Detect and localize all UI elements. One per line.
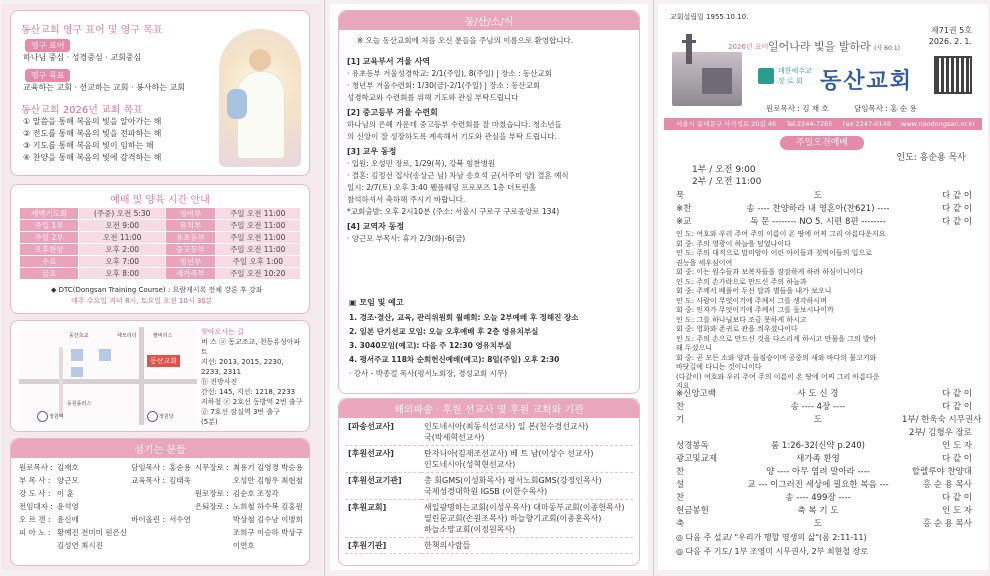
directions-title: 찾아오시는 길 (201, 328, 244, 336)
denomination-2: 장 로 회 (778, 77, 803, 85)
servant-name: 최용기 김영경 박승용 (232, 463, 303, 472)
order-leader: 다 같 이 (941, 454, 972, 464)
missions-table (345, 419, 633, 554)
responsive-line: 인 도: 사람이 무엇이기에 주께서 그를 생각하시며 (676, 296, 827, 305)
worship-label: 유초등부 (166, 232, 215, 244)
worship-time: 오전 9:00 (79, 220, 166, 232)
service-badge: 주일오전예배 (780, 136, 864, 150)
servant-row (17, 513, 305, 526)
direction-line: 간선: 145, 지선: 1218, 2233 (201, 388, 296, 396)
panel-left (2, 4, 320, 570)
church-marker: 동산교회 (147, 355, 180, 367)
news-line: · 유초등부 겨울성경학교: 2/1(주일), 8(주일) | 장소 : 동산교회 (347, 69, 552, 78)
worship-time: 오후 7:00 (79, 256, 166, 268)
order-part: 기 (676, 415, 685, 425)
worship-row (20, 244, 301, 256)
servant-name: 김성연 최시진 (56, 541, 103, 550)
servant-name: 노희철 하수복 김홍원 (232, 502, 303, 511)
servant-role: 은퇴장로 : (194, 502, 229, 511)
missions-title: 해외파송 · 후원 선교사 및 후원 교회와 기관 (339, 399, 639, 418)
meetings-title: ▣ 모임 및 예고 (349, 298, 404, 307)
missions-box (338, 398, 640, 566)
map-label: 정원역 (49, 414, 64, 420)
servant-name (167, 487, 193, 500)
news-box (338, 10, 640, 394)
order-part: ※찬 (676, 204, 692, 214)
road-vertical (59, 347, 63, 417)
map-label: 동원플러스 (67, 401, 92, 407)
mission-category: [후원선교기관] (345, 473, 421, 500)
servant-name: 서수연 (169, 515, 191, 524)
panel-right (658, 4, 988, 570)
servant-role: 전임대자 : (19, 502, 53, 511)
responsive-line: 인 도: 주의 손으로 만드신 것을 다스리게 하시고 만물을 그의 발아 (676, 334, 877, 343)
church-building-image (672, 52, 742, 106)
mission-row (345, 473, 633, 500)
servant-name: 이연호 (232, 541, 255, 550)
mission-row (345, 446, 633, 473)
servant-name: 윤신애 (56, 515, 79, 524)
servant-row (17, 526, 305, 539)
order-part: 찬 (676, 493, 685, 503)
road-vertical (139, 327, 144, 425)
order-leader: 홍 순 용 목사 (922, 480, 972, 490)
year-goal-item: ① 말씀을 통해 복음의 빛을 알아가는 해 (23, 117, 162, 126)
news-line: · 청년부 겨울수련회: 1/30(금)-2/1(주일) | 장소 : 동산교회 (347, 81, 541, 90)
map-label: 세모리더 (117, 333, 137, 339)
year-goal-item: ③ 기도를 통해 복음의 빛이 임하는 해 (23, 141, 154, 150)
mission-entries (421, 538, 633, 554)
worship-time: 주일 오전 11:00 (215, 208, 301, 220)
order-leader: 할렐루야 찬양대 (911, 467, 972, 477)
news-line: · 결혼: 김정선 집사(송상근 님) 차남 송호석 군(서주미 양) 결혼 예식 (347, 171, 569, 180)
servants-table (17, 461, 305, 552)
worship-time: 오후 8:00 (79, 268, 166, 280)
order-content: 독 문 -------- NO 5. 시편 8편 -------- (750, 217, 886, 227)
goal-tag: 영구 목표 (25, 69, 70, 82)
news-section-head: [2] 중고등부 겨울 수련회 (347, 108, 438, 117)
senior-pastor: 담임목사 : 홍 순 용 (854, 104, 917, 113)
year-goal-item: ② 전도를 통해 복음의 빛을 전파하는 해 (23, 129, 162, 138)
worship-row (20, 268, 301, 280)
mission-category: [후원교회] (345, 500, 421, 538)
order-content: 새가족 환영 (796, 454, 840, 464)
order-part: 찬 (676, 402, 685, 412)
news-line: 일시: 2/7(토) 오후 3:40 웰플웨딩 프로포즈 1층 더트린홀 (347, 183, 537, 192)
mission-row (345, 538, 633, 554)
order-content: 송 ---- 찬양하라 내 영혼아(찬621) ---- (746, 204, 890, 214)
church-name: 동산교회 (820, 69, 914, 94)
servant-role (129, 526, 167, 539)
meeting-item: 2. 일본 단기선교 모임: 오늘 오후예배 후 2층 영유치부실 (349, 327, 539, 336)
order-content: 도 (813, 519, 823, 529)
order-part (676, 427, 734, 440)
worship-time: 주일 오전 11:00 (215, 232, 301, 244)
order-content: 송 ---- 4장 ---- (790, 402, 846, 412)
servant-role: 원로장로 : (194, 489, 229, 498)
mission-category: [파송선교사] (345, 419, 421, 446)
order-part: ※신앙고백 (676, 389, 716, 399)
year-motto (768, 38, 900, 54)
order-row (676, 216, 972, 229)
mission-entry: 인도네시아(최동식선교사) 일 본(천수경선교사) (424, 422, 589, 431)
mission-entry: 국제성경대학원 IGSB (이한수목사) (424, 487, 548, 496)
responsive-line: 회 중: 인자가 무엇이기에 주께서 그를 돌보시나이까 (676, 306, 834, 314)
worship-row (20, 232, 301, 244)
servant-name: 양근모 (56, 476, 79, 485)
servant-name: 윤석영 (56, 502, 79, 511)
news-sections (347, 53, 633, 245)
website-link[interactable]: www.neodongsan.or.kr (901, 120, 976, 128)
meeting-item: 4. 평서주교 118차 순회헌신예배(예고): 8일(주일) 오후 2:30 (349, 355, 560, 364)
address: 서울시 동대문구 사가정로 20길 46 (676, 120, 777, 128)
order-part: 헌금봉헌 (676, 506, 709, 516)
order-row (676, 466, 972, 479)
year-motto-verse: (사 60:1) (874, 45, 900, 52)
servant-role: 강 도 사 : (19, 489, 51, 498)
directions (201, 327, 305, 427)
news-line: *교회출발: 오후 2시10분 (주소: 서울시 구로구 구로중앙로 134) (347, 207, 560, 216)
subway-icon (37, 411, 48, 422)
order-row (676, 427, 972, 440)
subway-icon (147, 411, 158, 422)
direction-line: 지하철 ⓒ 2호선 동방역 2번 출구 (201, 398, 303, 406)
motto-text: 하나님 중심 · 성경중심 · 교회중심 (23, 53, 142, 62)
mission-category: [후원선교사] (345, 446, 421, 473)
worship-row (20, 256, 301, 268)
news-line: 의 신앙이 잘 성장하도록 계속해서 기도와 관심을 부탁 드립니다. (347, 132, 557, 141)
order-content: 도 (813, 191, 823, 201)
responsive-line: 래 두셨으니 (676, 344, 713, 352)
servant-name: 황예진 전미미 원은신 (56, 528, 127, 537)
news-line: · 양근모 부목사: 휴가 2/3(화)-6(금) (347, 234, 466, 243)
order-row (676, 440, 972, 453)
servant-name: 오성만 김형우 최현철 (232, 476, 303, 485)
order-leader: 다 같 이 (941, 493, 972, 503)
order-row (676, 453, 972, 466)
servant-name: 이 훈 (56, 489, 74, 498)
servant-role: 원로목사 : (19, 463, 53, 472)
order-leader: 1부/ 한욱숙 시무권사 (902, 415, 982, 425)
worship-label: 중고등부 (166, 244, 215, 256)
direction-line: (5분) (201, 418, 218, 426)
servant-role (193, 474, 231, 487)
order-row (676, 190, 972, 203)
servant-name: 김재호 (56, 463, 79, 472)
building-icon (71, 367, 83, 377)
worship-label: 청년부 (166, 256, 215, 268)
order-content: 송 ---- 499장 ---- (785, 493, 851, 503)
news-section-head: [4] 교역자 동정 (347, 222, 405, 231)
mission-entry: 탄자니아(김재조선교사) 베 트 남(이상수 선교사) (424, 449, 594, 458)
responsive-line: 인 도: 주의 손가락으로 만드신 주의 하늘과 (676, 277, 807, 286)
mission-entry: 한책의사람들 (424, 541, 471, 550)
building-icon (99, 349, 111, 361)
servant-name: 김태욱 (169, 476, 191, 485)
map-label: 정원당 (159, 414, 174, 420)
news-title: 동/산/소/식 (339, 11, 639, 30)
direction-line: ⓓ 7호선 잠실역 3번 출구 (201, 408, 280, 416)
order-part: 찬 (676, 467, 685, 477)
direction-line: ⓑ 진방사진 (201, 378, 238, 386)
map-box (10, 320, 310, 432)
church-logo (758, 68, 774, 84)
meeting-item: 1. 경조·결산, 교육, 관리위원회 월례회: 오늘 2부예배 후 정해진 장소 (349, 313, 579, 322)
order-row (676, 518, 972, 531)
responsive-line: 인 도: 그를 하나님보다 조금 못하게 하시고 (676, 315, 807, 324)
service-leader: 인도: 홍순용 목사 (896, 153, 966, 163)
news-line: · 입원: 오성민 장로, 1/29(목), 강북 힘찬병원 (347, 159, 496, 168)
responsive-reading (676, 230, 972, 392)
worship-times-title: 예배 및 양육 시간 안내 (110, 195, 210, 206)
jesus-illustration (219, 29, 301, 167)
worship-label: 새가족부 (166, 268, 215, 280)
mission-entries (421, 473, 633, 500)
fold-line (653, 0, 654, 576)
servant-row (17, 461, 305, 474)
service-time-1: 1부 / 오전 9:00 (692, 165, 756, 175)
order-content (734, 427, 902, 440)
worship-time: 오후 2:00 (79, 244, 166, 256)
responsive-line: 지요 (676, 382, 690, 390)
worship-label: 영아부 (166, 208, 215, 220)
worship-label: 주일 2부 (20, 232, 79, 244)
meeting-item: 3. 3040모임(예고): 다음 주 12:30 영유치부실 (349, 341, 512, 350)
panel-middle (330, 4, 648, 570)
servant-name: 조희구 이승하 박상구 (232, 528, 303, 537)
servant-name (167, 539, 193, 552)
order-content: 룸 1:26-32(신약 p.240) (771, 441, 865, 451)
servant-role (193, 539, 231, 552)
order-of-worship-1 (676, 190, 972, 229)
responsive-line: 인 도: 여호와 우리 주여 주의 이름이 온 땅에 어찌 그리 아름다운지요 (676, 230, 886, 238)
mission-row (345, 500, 633, 538)
worship-time: (주중) 오전 5:30 (79, 208, 166, 220)
worship-label: 수요 (20, 256, 79, 268)
service-time-2: 2부 / 오전 11:00 (692, 177, 762, 187)
responsive-line: 회 중: 주께서 베풀어 두신 달과 별들을 내가 보오니 (676, 287, 832, 295)
servants-box (10, 438, 310, 566)
servant-row (17, 539, 305, 552)
order-part: 설 (676, 480, 685, 490)
order-row (676, 203, 972, 216)
order-part: 성경봉독 (676, 441, 709, 451)
servant-role (193, 513, 231, 526)
fold-line (324, 0, 325, 576)
mission-entry: 국(박세혁선교사) (424, 433, 485, 442)
responsive-line: 회 중: 이는 원수들과 보복자들을 잠잠하게 하려 하심이니이다 (676, 268, 863, 276)
servant-row (17, 500, 305, 513)
mission-row (345, 419, 633, 446)
next-prayer: ◎ 다음 주 기도/ 1부 조영미 시무권사, 2부 최현철 장로 (676, 547, 869, 556)
worship-row (20, 208, 301, 220)
year-motto-text: 일어나라 빛을 발하라 (768, 40, 871, 53)
road-horizontal (19, 379, 197, 384)
denomination-1: 대한예수교 (778, 67, 812, 75)
order-leader: 다 같 이 (941, 217, 972, 227)
worship-times-table (19, 207, 301, 280)
news-line: 성경학교와 수련회를 위해 기도와 관심 부탁드립니다 (347, 93, 519, 102)
map-label: 팔비리스 (153, 333, 173, 339)
order-leader: 다 같 이 (941, 204, 972, 214)
dtc-sub: 매주 수요일 저녁 8시, 토요일 오전 10시 30분 (71, 297, 213, 305)
order-row (676, 479, 972, 492)
worship-time: 주일 오전 10:20 (215, 268, 301, 280)
order-content: 축 복 기 도 (797, 506, 839, 516)
worship-row (20, 220, 301, 232)
worship-time: 주일 오전 11:00 (215, 244, 301, 256)
qr-code (934, 56, 972, 94)
servant-role (129, 500, 167, 513)
mission-entry: 하늘소망교회(이정원목사) (424, 525, 516, 534)
worship-label: 금요 (20, 268, 79, 280)
worship-label: 새벽기도회 (20, 208, 79, 220)
servant-role: 부 목 사 : (19, 476, 51, 485)
order-content: 도 (813, 415, 823, 425)
worship-label: 주일 1부 (20, 220, 79, 232)
news-section-head: [1] 교육부서 겨울 사역 (347, 57, 431, 66)
servant-role (193, 526, 231, 539)
worship-label: 유치부 (166, 220, 215, 232)
responsive-line: (다같이) 여호와 우리 주여 주의 이름이 온 땅에 어찌 그리 아름다운 (676, 372, 880, 381)
servant-role: 바이올린 : (131, 515, 165, 524)
order-leader: 인 도 자 (941, 441, 972, 451)
order-row (676, 505, 972, 518)
worship-time: 주일 오전 11:00 (215, 220, 301, 232)
servant-name (167, 500, 193, 513)
address-bar (664, 118, 982, 130)
news-section-head: [3] 교우 동정 (347, 147, 397, 156)
mission-entry: 인도네시아(성혁현선교사) (424, 460, 516, 469)
year-motto-tag: 2026년 표어 (728, 43, 769, 51)
servant-name: 박상철 김수남 이병희 (232, 515, 303, 524)
responsive-line: 권능을 세우심이여 (676, 258, 733, 267)
vision-box (10, 10, 310, 176)
order-leader: 홍 순 용 목사 (922, 519, 972, 529)
tel: Tel.2244-7265 (786, 120, 833, 128)
news-line: 참석하셔서 축하해 주시기 바랍니다. (347, 195, 466, 204)
servant-role: 담임목사 : (131, 463, 165, 472)
order-part: 묵 (676, 191, 685, 201)
building-icon (71, 349, 83, 361)
mission-entries (421, 419, 633, 446)
order-part: 광고및교제 (676, 454, 718, 464)
order-part: ※교 (676, 217, 692, 227)
order-content: 교 --- 이그러진 세상에 필요한 복음 --- (747, 480, 889, 490)
welcome-text: ※ 오늘 동산교회에 처음 오신 분들을 주님의 이름으로 환영합니다. (357, 36, 574, 45)
mission-entries (421, 446, 633, 473)
responsive-line: 회 중: 주의 영광이 하늘을 덮었나이다 (676, 239, 791, 248)
map-label: 동산초교 (69, 333, 89, 339)
next-sermon: ◎ 다음 주 설교/ "우리가 행할 영생의 삶"(롬 2:11-11) (676, 533, 867, 542)
meeting-item: · 강사 - 박종걸 목사(평서노회장, 경성교회 시무) (349, 369, 508, 378)
responsive-line: 회 중: 곧 모든 소와 양과 들짐승이며 공중의 새와 바다의 물고기와 (676, 353, 877, 362)
vision-title: 동산교회 영구 표어 및 영구 목표 (21, 25, 163, 36)
order-row (676, 388, 972, 401)
emeritus-pastor: 원로목사 : 김 재 호 (766, 104, 829, 113)
issue-number: 제71권 5호 (931, 26, 972, 35)
order-content: 양 ---- 아무 염려 말아라 ---- (766, 467, 870, 477)
servant-row (17, 487, 305, 500)
worship-label: 오후찬양 (20, 244, 79, 256)
servant-row (17, 474, 305, 487)
founded-date: 교회설립일 1955.10.10. (670, 13, 749, 21)
responsive-line: 바닷길에 다니는 것이니이다 (676, 363, 762, 371)
mission-entry: 총 회GMS(이성화목사) 평서노회GMS(강정인목사) (424, 476, 602, 485)
year-goal-item: ④ 찬양을 통해 복음의 빛에 감격하는 해 (23, 153, 162, 162)
order-leader: 다 같 이 (941, 389, 972, 399)
meetings-list (349, 311, 635, 381)
mission-entries (421, 500, 633, 538)
order-leader: 다 같 이 (941, 402, 972, 412)
mission-category: [후원기관] (345, 538, 421, 554)
worship-time: 오전 11:00 (79, 232, 166, 244)
order-row (676, 492, 972, 505)
servant-role (129, 487, 167, 500)
order-of-worship-2 (676, 388, 982, 531)
direction-line: 지선: 2013, 2015, 2230, (201, 358, 284, 366)
order-leader: 인 도 자 (941, 506, 972, 516)
worship-time: 주일 오후 1:00 (215, 256, 301, 268)
servant-role: 오 르 겐 : (19, 515, 51, 524)
servant-name (167, 526, 193, 539)
order-leader: 2부/ 김형우 장로 (909, 428, 972, 438)
year-goal-list (23, 116, 161, 164)
issue-date: 2026. 2. 1. (928, 37, 972, 46)
year-goal-title: 동산교회 2026년 교회 목표 (21, 105, 143, 116)
map-area (19, 327, 197, 425)
fax: Fax 2247-0148 (842, 120, 891, 128)
goal-text: 교육하는 교회 · 선교하는 교회 · 봉사하는 교회 (23, 83, 185, 92)
servant-role: 피 아 노 : (19, 528, 51, 537)
order-row (676, 401, 972, 414)
direction-line: 2233, 2311 (201, 368, 242, 376)
servants-title: 섬기는 분들 (11, 439, 309, 458)
servant-role: 시무장로 : (194, 463, 229, 472)
servant-name: 홍순용 (169, 463, 191, 472)
responsive-line: 인 도: 주의 대적으로 말미암아 어린 아이들과 젖먹이들의 입으로 (676, 249, 872, 257)
order-row (676, 414, 982, 427)
news-line: 하나님의 은혜 가운데 중고등부 수련회를 잘 마쳤습니다. 청소년들 (347, 120, 562, 129)
order-part: 축 (676, 519, 685, 529)
servant-role (129, 539, 167, 552)
dtc-note: ◆ DTC(Dongsan Training Course) : 요람게시록 전체 강론 후 강좌 (51, 286, 263, 294)
mission-entry: 열린문교회(손원조목사) 하늘향기교회(이종훈목사) (424, 514, 602, 523)
order-content: 사 도 신 경 (797, 389, 839, 399)
mission-entry: 새일광명하는교회(이성우목사) 대마동부교회(이종헌목사) (424, 503, 625, 512)
direction-line: 버 스 ⓐ 동교조교, 천동유성아파트 (201, 338, 301, 356)
servant-role (17, 539, 55, 552)
responsive-line: 회 중: 영화와 존귀로 관을 씌우셨나이다 (676, 325, 798, 333)
servant-role: 교육목사 : (131, 476, 165, 485)
motto-tag: 영구 표어 (25, 39, 70, 52)
order-leader: 다 같 이 (941, 191, 972, 201)
worship-times-box (10, 184, 310, 314)
servant-name: 김순호 조정각 (232, 489, 279, 498)
